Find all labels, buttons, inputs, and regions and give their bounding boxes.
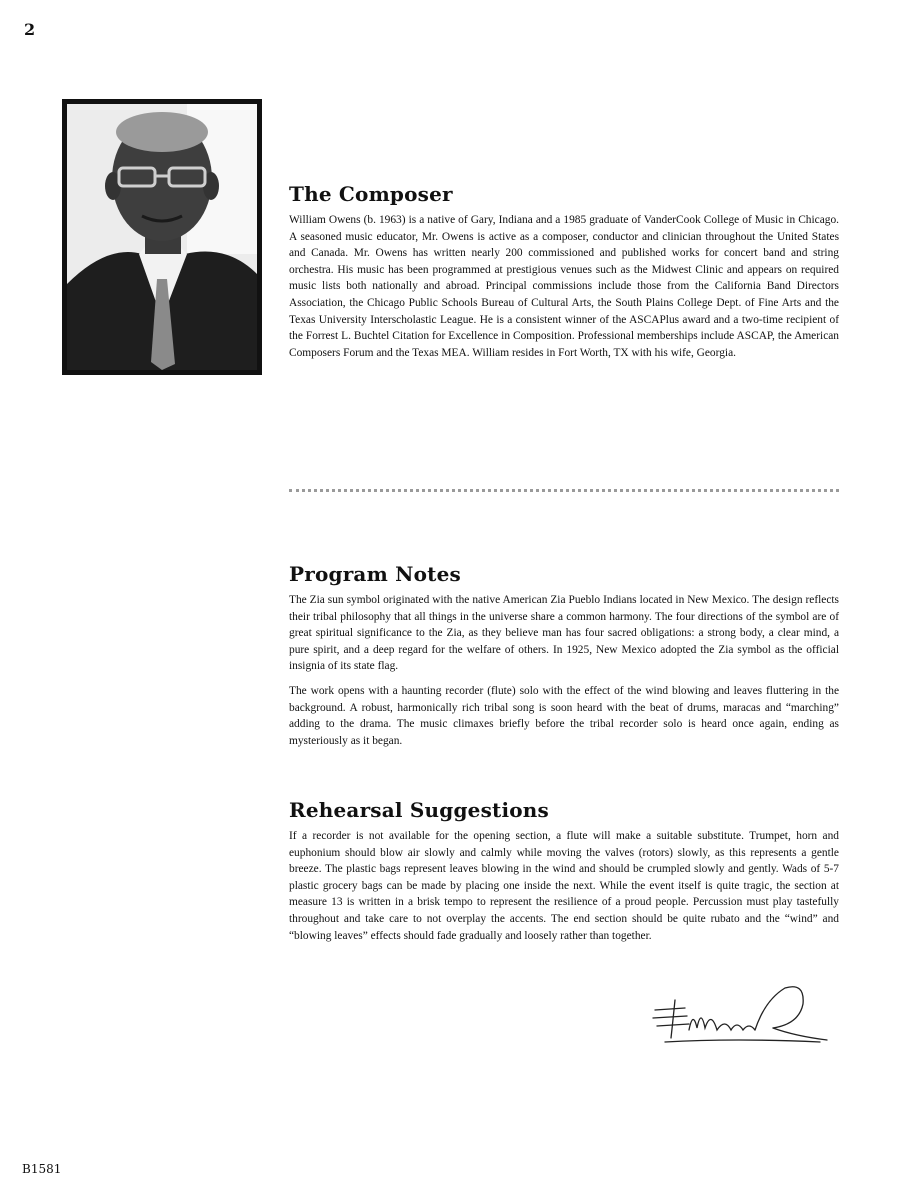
- program-notes-paragraph: The Zia sun symbol originated with the native American Zia Pueblo Indians located in New Mexico. The design reflects their tribal philosophy that all things in the universe share a common harmony. The four directions of the symbol are of great spiritual significance to the Zia, as they believe man has four sacred obligations: a strong body, a clear mind, a pure spirit, and a deep regard for the welfare of others. In 1925, New Mexico adopted the Zia symbol as the official insignia of its state flag.: [289, 594, 839, 673]
- page-number: 2: [24, 20, 36, 39]
- composer-bio: William Owens (b. 1963) is a native of Gary, Indiana and a 1985 graduate of VanderCook College of Music in Chicago. A seasoned music educator, Mr. Owens is active as a composer, conductor and clinician throughout the United States and Canada. Mr. Owens has written nearly 200 commissioned and published works for concert band and string orchestra. His music has been programmed at prestigious venues such as the Midwest Clinic and appears on required music lists both nationally and abroad. Principal commissions include those from the California Band Directors Association, the Chicago Public Schools Bureau of Cultural Arts, the South Plains College Dept. of Fine Arts and the Texas University Interscholastic League. He is a consistent winner of the ASCAPlus award and a two-time recipient of the Forrest L. Buchtel Citation for Excellence in Composition. Professional memberships include ASCAP, the American Composers Forum and the Texas MEA. William resides in Fort Worth, TX with his wife, Georgia.: [289, 214, 839, 359]
- catalog-code: B1581: [22, 1162, 62, 1176]
- rehearsal-heading: Rehearsal Suggestions: [289, 798, 550, 822]
- composer-section: [289, 182, 839, 369]
- program-notes-paragraph: The work opens with a haunting recorder (flute) solo with the effect of the wind blowing and leaves fluttering in the background. A robust, harmonically rich tribal song is soon heard with the beat of drums, maracas and “marching” adding to the drama. The music climaxes briefly before the tribal recorder solo is heard once again, ending as mysteriously as it began.: [289, 684, 839, 747]
- program-notes-section: [289, 562, 839, 757]
- rehearsal-paragraph: If a recorder is not available for the opening section, a flute will make a suitable substitute. Trumpet, horn and euphonium should blow air slowly and calmly while moving the valves (rotors) slowly, as this represents a gentle breeze. The plastic bags represent leaves blowing in the wind and should be crumpled slowly and gently. Wads of 5-7 plastic grocery bags can be made by placing one inside the next. While the event itself is quite tragic, the section at measure 13 is written in a brisk tempo to represent the resilience of a proud people. Percussion must play tastefully throughout and take care to not overplay the accents. The end section should be quite rubato and the “wind” and “blowing leaves” effects should fade gradually and loosely rather than together.: [289, 830, 839, 942]
- composer-portrait-icon: [67, 104, 257, 370]
- program-notes-heading: Program Notes: [289, 562, 461, 586]
- composer-heading: The Composer: [289, 182, 453, 206]
- composer-photo: [62, 99, 262, 375]
- rehearsal-section: [289, 798, 839, 952]
- signature-icon: [645, 980, 830, 1050]
- section-divider: [289, 489, 839, 492]
